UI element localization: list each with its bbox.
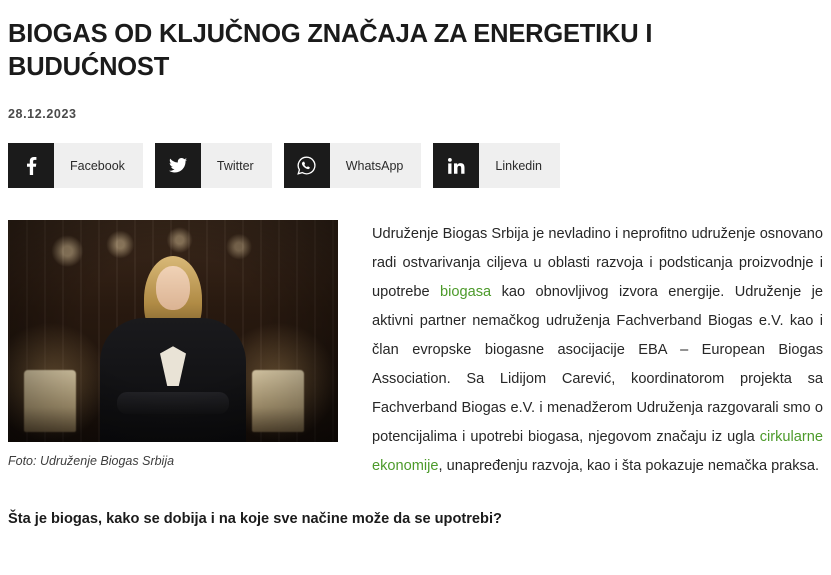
body-text-part-1: Udruženje Biogas Srbija je nevladino i neprofitno udruženje osnovano radi ostvarivanja ciljeva u oblasti razvoja i podsticanja proizvodnje i upotrebe [372, 226, 823, 301]
body-text-part-2: kao obnovljivog izvora energije. Udruženje je aktivni partner nemačkog udruženja Fachverband Biogas e.V. kao i član evropske biogasne asocijacije EBA – European Biogas Association. Sa Lidijom Carević, koordinatorom projekta sa Fachverband Biogas e.V. i menadžerom Udruženja razgovarali smo o potencijalima i upotrebi biogasa, njegovom značaju iz ugla [372, 284, 823, 446]
article-body [338, 220, 823, 481]
article-subheading: Šta je biogas, kako se dobija i na koje sve načine može da se upotrebi? [8, 511, 502, 528]
figure-caption: Foto: Udruženje Biogas Srbija [8, 454, 175, 469]
link-cirkularne-ekonomije[interactable]: cirkularne ekonomije [372, 429, 823, 475]
share-label-twitter: Twitter [216, 158, 254, 173]
share-button-linkedin[interactable] [433, 143, 560, 188]
publish-date: 28.12.2023 [8, 107, 77, 122]
share-button-whatsapp[interactable] [284, 143, 422, 188]
article-photo [8, 220, 338, 442]
linkedin-icon [433, 143, 479, 188]
article-content [8, 220, 823, 481]
share-label-linkedin: Linkedin [495, 158, 542, 173]
body-text-part-3: , unapređenju razvoja, kao i šta pokazuje nemačka praksa. [438, 458, 820, 475]
share-label-whatsapp: WhatsApp [345, 158, 404, 173]
facebook-icon [8, 143, 54, 188]
whatsapp-icon [284, 143, 330, 188]
share-bar [8, 143, 823, 188]
article-figure [8, 220, 338, 468]
link-biogasa[interactable]: biogasa [440, 284, 492, 301]
share-button-facebook[interactable] [8, 143, 143, 188]
share-label-facebook: Facebook [70, 158, 125, 173]
page-title: BIOGAS OD KLJUČNOG ZNAČAJA ZA ENERGETIKU I BUDUĆNOST [8, 20, 653, 81]
share-button-twitter[interactable] [155, 143, 272, 188]
twitter-icon [155, 143, 201, 188]
